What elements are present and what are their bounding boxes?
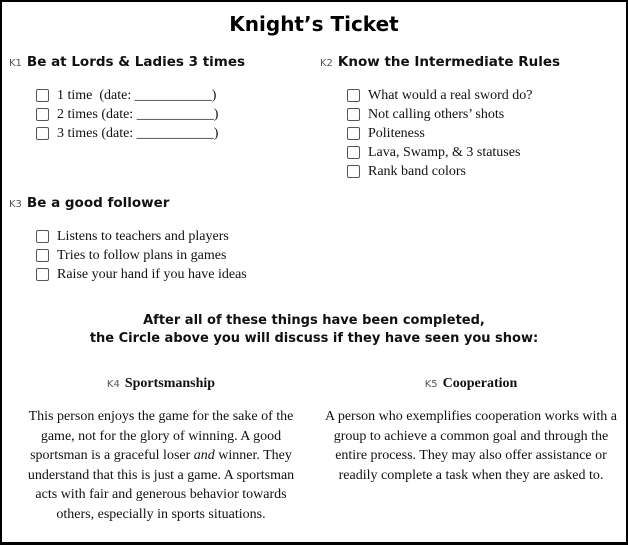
item-label: Rank band colors	[368, 164, 466, 179]
completion-notice	[2, 312, 626, 347]
checklist-item[interactable]	[347, 143, 560, 162]
checkbox[interactable]	[347, 165, 360, 178]
item-label: 3 times (date: ___________)	[57, 126, 219, 141]
checklist-item[interactable]	[347, 86, 560, 105]
notice-line: the Circle above you will discuss if they have seen you show:	[89, 330, 539, 346]
item-label: Tries to follow plans in games	[57, 248, 227, 263]
section-heading	[320, 52, 560, 72]
section-k5	[318, 374, 624, 485]
item-label: Politeness	[368, 126, 425, 141]
checklist-item[interactable]	[36, 86, 245, 105]
heading-text: Know the Intermediate Rules	[337, 54, 561, 70]
description-text: winner. They understand that this is just a game. A sportsman acts with fair and generous behavior towards others, especially in sports situations.	[27, 448, 295, 522]
checkbox[interactable]	[347, 108, 360, 121]
checkbox[interactable]	[347, 146, 360, 159]
section-heading	[318, 374, 624, 394]
section-heading	[9, 52, 245, 72]
section-code: K4	[106, 379, 120, 390]
section-code: K2	[320, 58, 333, 69]
checkbox[interactable]	[347, 127, 360, 140]
item-label: Not calling others’ shots	[368, 107, 505, 122]
section-k3	[9, 193, 247, 284]
item-label: Lava, Swamp, & 3 statuses	[368, 145, 521, 160]
checkbox[interactable]	[36, 268, 49, 281]
heading-text: Be at Lords & Ladies 3 times	[26, 54, 246, 70]
checklist-item[interactable]	[347, 105, 560, 124]
section-code: K1	[9, 58, 22, 69]
section-k1	[9, 52, 245, 143]
section-k4	[16, 374, 306, 524]
section-code: K3	[9, 199, 22, 210]
checklist-item[interactable]	[347, 124, 560, 143]
item-label: Raise your hand if you have ideas	[57, 267, 247, 282]
section-k2	[320, 52, 560, 181]
item-label: 2 times (date: ___________)	[57, 107, 219, 122]
emphasis-text: and	[193, 448, 215, 463]
checklist-item[interactable]	[36, 124, 245, 143]
heading-text: Cooperation	[442, 376, 518, 391]
section-heading	[16, 374, 306, 394]
checkbox[interactable]	[36, 127, 49, 140]
checklist-item[interactable]	[36, 227, 247, 246]
checkbox[interactable]	[347, 89, 360, 102]
checklist-item[interactable]	[36, 265, 247, 284]
description	[16, 407, 306, 524]
section-code: K5	[424, 379, 438, 390]
checkbox[interactable]	[36, 249, 49, 262]
description-text: This person enjoys the game for the sake of the game, not for the glory of winning. A good sportsman is a graceful loser	[28, 409, 294, 463]
notice-line: After all of these things have been completed,	[143, 313, 485, 328]
section-heading	[9, 193, 247, 213]
page-title: Knight’s Ticket	[229, 12, 399, 36]
checklist-item[interactable]	[36, 105, 245, 124]
item-label: 1 time (date: ___________)	[57, 88, 217, 103]
description: A person who exemplifies cooperation works with a group to achieve a common goal and through the entire process. They may also offer assistance or readily complete a task when they are asked to.	[325, 409, 617, 483]
checkbox[interactable]	[36, 108, 49, 121]
item-label: Listens to teachers and players	[57, 229, 229, 244]
checklist-item[interactable]	[36, 246, 247, 265]
checklist-item[interactable]	[347, 162, 560, 181]
heading-text: Sportsmanship	[124, 376, 216, 391]
heading-text: Be a good follower	[26, 195, 170, 211]
checkbox[interactable]	[36, 230, 49, 243]
item-label: What would a real sword do?	[368, 88, 533, 103]
checkbox[interactable]	[36, 89, 49, 102]
